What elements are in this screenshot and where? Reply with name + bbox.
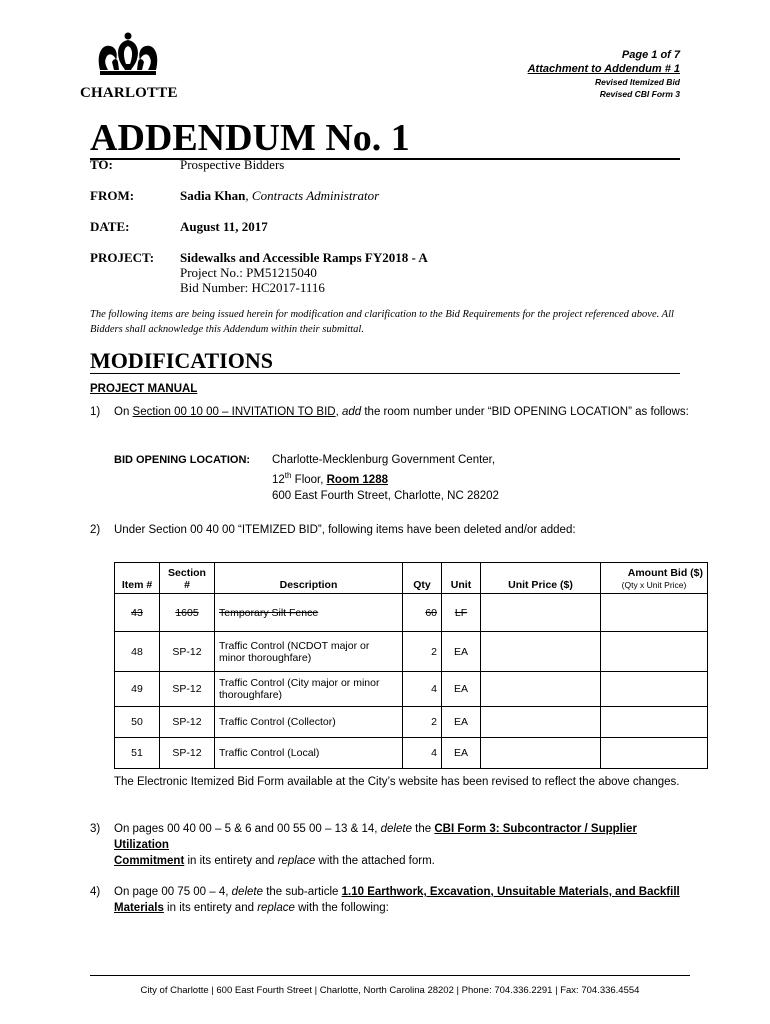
row-description: Traffic Control (Local) [215,738,403,769]
row-unit-price [481,594,601,632]
row-qty: 2 [403,707,442,738]
to-value: Prospective Bidders [180,157,285,172]
item-4-text [114,884,694,916]
from-title: , Contracts Administrator [245,188,380,203]
row-description: Traffic Control (Collector) [215,707,403,738]
logo-wordmark: CHARLOTTE [80,85,178,101]
item-1-text [114,404,694,420]
bid-location-label: BID OPENING LOCATION: [114,454,251,466]
col-amount-title: Amount Bid ($) [627,567,703,579]
item-3-replace: replace [277,855,316,867]
row-unit: EA [442,738,481,769]
item-4-article-ref-cont: Materials [114,902,164,914]
revised-cbi-form: Revised CBI Form 3 [599,89,680,99]
col-section: Section # [160,563,215,594]
row-item: 43 [115,594,160,632]
item-4-mid: in its entirety and [163,902,258,914]
row-unit: LF [442,594,481,632]
project-block [180,250,428,295]
item-1-number: 1) [90,406,101,418]
modifications-heading: MODIFICATIONS [90,349,680,374]
row-section: SP-12 [160,707,215,738]
row-item: 49 [115,672,160,707]
col-description: Description [215,563,403,594]
row-section: SP-12 [160,672,215,707]
row-amount [601,738,708,769]
from-label: FROM: [90,188,135,203]
item-4-number: 4) [90,886,101,898]
bid-location-address [272,452,499,504]
col-unit: Unit [442,563,481,594]
item-3-form-ref: CBI Form 3: Subcontractor / Supplier Utilization [114,823,637,851]
attachment-label: Attachment to Addendum # 1 [527,63,680,75]
row-description: Temporary Silt Fence [215,594,403,632]
row-unit-price [481,707,601,738]
floor-number: 12 [272,473,285,486]
col-amount [601,563,708,594]
item-4-pre: On page 00 75 00 – 4, [114,886,232,898]
item-4-mid: the sub-article [263,886,342,898]
itemized-bid-table [114,562,708,769]
to-label: TO: [90,157,113,172]
item-4-post: with the following: [294,902,389,914]
row-unit: EA [442,707,481,738]
table-header-row [115,563,708,594]
row-section: 1605 [160,594,215,632]
item-2-number: 2) [90,524,101,536]
row-description: Traffic Control (NCDOT major or minor thoroughfare) [215,632,403,672]
col-item: Item # [115,563,160,594]
row-qty: 4 [403,672,442,707]
table-row [115,672,708,707]
bid-number: Bid Number: HC2017-1116 [180,280,325,295]
row-amount [601,672,708,707]
page-title: ADDENDUM No. 1 [90,118,680,160]
project-label: PROJECT: [90,250,155,265]
item-4-delete: delete [231,886,263,898]
item-4-replace: replace [257,902,295,914]
item-4-article-ref: 1.10 Earthwork, Excavation, Unsuitable Materials, and Backfill [341,886,680,898]
item-4-line2 [114,900,694,916]
page-number: Page 1 of 7 [621,49,680,61]
after-table-note: The Electronic Itemized Bid Form available at the City’s website has been revised to reflect the above changes. [114,776,680,788]
col-amount-sub: (Qty x Unit Price) [621,580,687,590]
row-item: 48 [115,632,160,672]
row-amount [601,632,708,672]
col-unit-price: Unit Price ($) [481,563,601,594]
item-1-mid: , [335,406,342,418]
project-name: Sidewalks and Accessible Ramps FY2018 - A [180,250,428,265]
item-3-post: with the attached form. [315,855,435,867]
date-value: August 11, 2017 [180,219,268,234]
from-value [180,188,379,203]
item-3-line1 [114,821,694,853]
item-3-line2 [114,853,694,869]
floor-text: Floor, [291,473,327,486]
item-2-text: Under Section 00 40 00 “ITEMIZED BID”, following items have been deleted and/or added: [114,524,576,536]
bid-location-line2 [272,468,499,488]
table-row [115,632,708,672]
page-header-info [528,48,680,100]
row-description: Traffic Control (City major or minor thoroughfare) [215,672,403,707]
item-1-pre: On [114,406,133,418]
from-name: Sadia Khan [180,188,246,203]
revised-itemized-bid: Revised Itemized Bid [594,77,680,87]
bid-location-line3: 600 East Fourth Street, Charlotte, NC 28202 [272,489,499,502]
col-qty: Qty [403,563,442,594]
table-row [115,738,708,769]
item-4-line1 [114,884,694,900]
crown-icon [92,32,164,76]
item-1-post: the room number under “BID OPENING LOCATION” as follows: [361,406,689,418]
row-amount [601,707,708,738]
row-qty: 60 [403,594,442,632]
row-item: 51 [115,738,160,769]
project-number: Project No.: PM51215040 [180,265,317,280]
row-amount [601,594,708,632]
project-manual-heading: PROJECT MANUAL [90,383,198,395]
item-3-the: the [411,823,435,835]
row-unit: EA [442,672,481,707]
row-unit-price [481,672,601,707]
intro-paragraph: The following items are being issued herein for modification and clarification to the Bid Requirements for the project referenced above. All Bidders shall acknowledge this Addendum within their submittal. [90,309,674,335]
row-section: SP-12 [160,738,215,769]
item-1-add: add [341,406,362,418]
table-row [115,707,708,738]
row-unit: EA [442,632,481,672]
item-1-section-ref: Section 00 10 00 – INVITATION TO BID [132,406,336,418]
table-row [115,594,708,632]
row-qty: 4 [403,738,442,769]
item-3-delete: delete [380,823,412,835]
row-qty: 2 [403,632,442,672]
item-3-mid: in its entirety and [184,855,278,867]
item-3-form-ref-cont: Commitment [114,855,185,867]
charlotte-logo [80,32,178,102]
row-unit-price [481,632,601,672]
item-3-text [114,821,694,869]
item-3-number: 3) [90,823,101,835]
row-item: 50 [115,707,160,738]
row-section: SP-12 [160,632,215,672]
bid-location-line1: Charlotte-Mecklenburg Government Center, [272,454,496,466]
room-number: Room 1288 [326,473,388,486]
floor-suffix: th [284,471,292,480]
date-label: DATE: [90,219,130,234]
page-footer: City of Charlotte | 600 East Fourth Street | Charlotte, North Carolina 28202 | Phone: 704.336.2291 | Fax: 704.336.4554 [140,985,640,996]
footer-divider [90,975,690,976]
item-3-pre: On pages 00 40 00 – 5 & 6 and 00 55 00 – 13 & 14, [114,823,381,835]
row-unit-price [481,738,601,769]
